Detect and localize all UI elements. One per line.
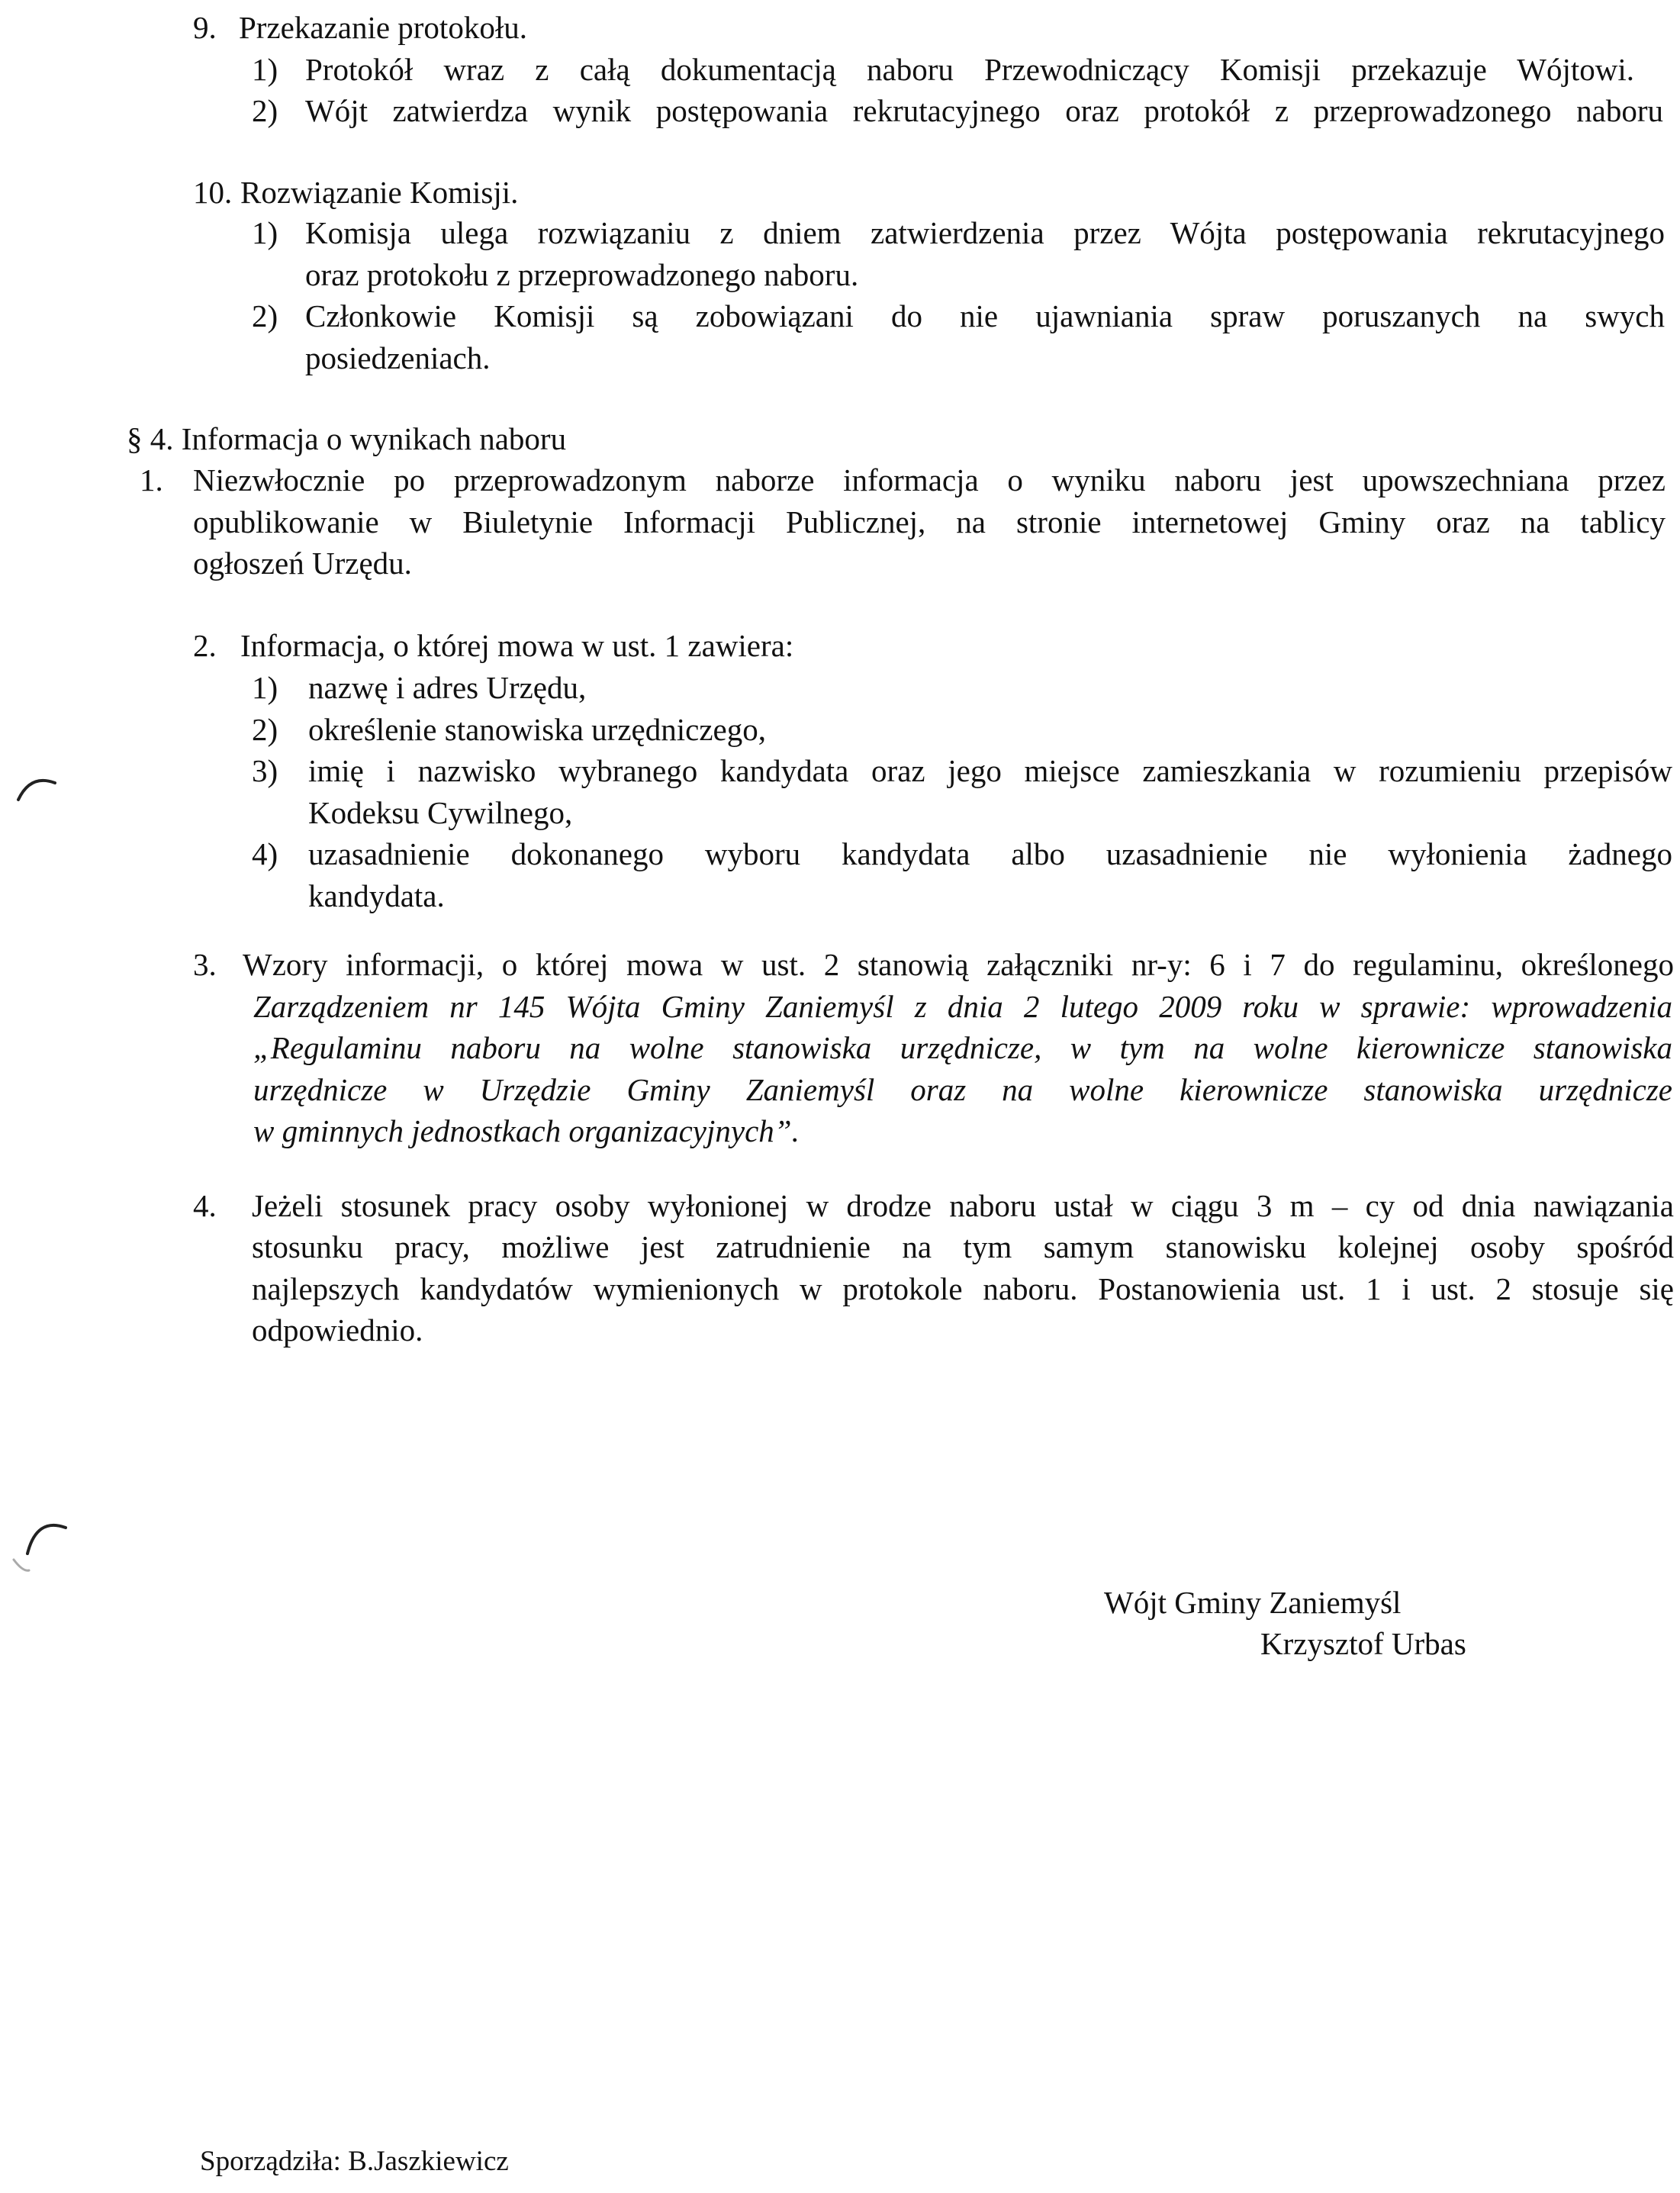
s4-point-1-line-2: opublikowanie w Biuletynie Informacji Publicznej, na stronie internetowej Gminy oraz na tablicy: [193, 507, 1666, 539]
section-4-heading: § 4. Informacja o wynikach naboru: [127, 421, 567, 456]
point-10-item-1-number: 1): [252, 215, 278, 250]
point-9-item-1-text: Protokół wraz z całą dokumentacją naboru Przewodniczący Komisji przekazuje Wójtowi.: [305, 54, 1634, 87]
s4-point-2-item-1-text: nazwę i adres Urzędu,: [308, 670, 587, 705]
s4-point-3-line-1: Wzory informacji, o której mowa w ust. 2 stanowią załączniki nr-y: 6 i 7 do regulaminu, określonego: [243, 949, 1674, 982]
s4-point-2-item-3-line-1: imię i nazwisko wybranego kandydata oraz jego miejsce zamieszkania w rozumieniu przepisów: [308, 755, 1672, 788]
s4-point-3-italic-line-2: „Regulaminu naboru na wolne stanowiska urzędnicze, w tym na wolne kierownicze stanowiska: [253, 1032, 1672, 1065]
point-9-item-1-number: 1): [252, 52, 278, 87]
point-10-number: 10.: [193, 175, 233, 210]
s4-point-2-item-3-line-2: Kodeksu Cywilnego,: [308, 795, 573, 830]
s4-point-1-number: 1.: [140, 462, 163, 498]
s4-point-3-number: 3.: [193, 947, 217, 982]
s4-point-2-item-4-number: 4): [252, 836, 278, 871]
s4-point-3-italic-line-1: Zarządzeniem nr 145 Wójta Gminy Zaniemyśl z dnia 2 lutego 2009 roku w sprawie: wprowadzenia: [253, 991, 1672, 1024]
punch-hole-mark-lower: [6, 1511, 67, 1587]
s4-point-3-italic-line-3: urzędnicze w Urzędzie Gminy Zaniemyśl oraz na wolne kierownicze stanowiska urzędnicze: [253, 1074, 1672, 1107]
s4-point-4-line-3: najlepszych kandydatów wymienionych w protokole naboru. Postanowienia ust. 1 i ust. 2 stosuje się: [252, 1274, 1674, 1306]
s4-point-2-item-2-text: określenie stanowiska urzędniczego,: [308, 712, 766, 747]
point-10-item-1-line-1: Komisja ulega rozwiązaniu z dniem zatwierdzenia przez Wójta postępowania rekrutacyjnego: [305, 217, 1665, 250]
point-9-number: 9.: [193, 10, 217, 45]
point-10-item-2-line-2: posiedzeniach.: [305, 340, 491, 375]
signature-office: Wójt Gminy Zaniemyśl: [1104, 1585, 1402, 1620]
s4-point-4-line-4: odpowiednio.: [252, 1312, 423, 1348]
point-10-title: Rozwiązanie Komisji.: [240, 175, 519, 210]
signature-name: Krzysztof Urbas: [1260, 1626, 1466, 1661]
s4-point-2-intro: Informacja, o której mowa w ust. 1 zawiera:: [240, 628, 794, 663]
s4-point-4-line-2: stosunku pracy, możliwe jest zatrudnienie na tym samym stanowisku kolejnej osoby spośród: [252, 1232, 1674, 1264]
s4-point-4-number: 4.: [193, 1188, 217, 1223]
punch-hole-mark-upper: [15, 769, 61, 812]
s4-point-4-line-1: Jeżeli stosunek pracy osoby wyłonionej w drodze naboru ustał w ciągu 3 m – cy od dnia nawiązania: [252, 1190, 1674, 1223]
point-9-item-2-number: 2): [252, 93, 278, 128]
point-10-item-2-number: 2): [252, 298, 278, 333]
s4-point-2-item-4-line-1: uzasadnienie dokonanego wyboru kandydata albo uzasadnienie nie wyłonienia żadnego: [308, 839, 1672, 871]
s4-point-3-italic-line-4: w gminnych jednostkach organizacyjnych”.: [253, 1113, 800, 1148]
footer-prepared-by: Sporządziła: B.Jaszkiewicz: [200, 2146, 509, 2177]
s4-point-2-item-2-number: 2): [252, 712, 278, 747]
s4-point-2-number: 2.: [193, 628, 217, 663]
s4-point-1-line-3: ogłoszeń Urzędu.: [193, 546, 412, 581]
point-10-item-1-line-2: oraz protokołu z przeprowadzonego naboru.: [305, 257, 859, 292]
s4-point-2-item-3-number: 3): [252, 753, 278, 788]
s4-point-2-item-1-number: 1): [252, 670, 278, 705]
point-9-title: Przekazanie protokołu.: [239, 10, 527, 45]
point-10-item-2-line-1: Członkowie Komisji są zobowiązani do nie ujawniania spraw poruszanych na swych: [305, 301, 1665, 333]
point-9-item-2-text: Wójt zatwierdza wynik postępowania rekrutacyjnego oraz protokół z przeprowadzonego naboru: [305, 95, 1663, 128]
s4-point-1-line-1: Niezwłocznie po przeprowadzonym naborze informacja o wyniku naboru jest upowszechniana przez: [193, 465, 1666, 498]
s4-point-2-item-4-line-2: kandydata.: [308, 878, 445, 913]
